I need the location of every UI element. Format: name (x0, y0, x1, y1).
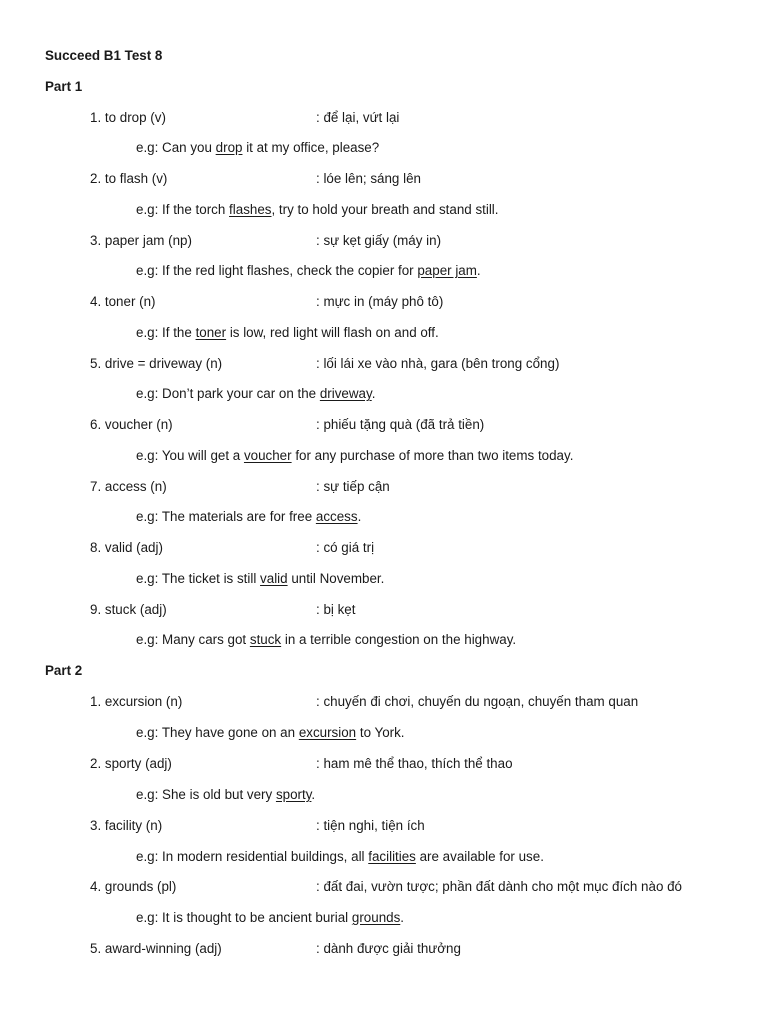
vocab-meaning: : lóe lên; sáng lên (316, 171, 421, 186)
vocab-example: e.g: In modern residential buildings, all facilities are available for use. (136, 849, 544, 864)
vocab-term: 2. to flash (v) (90, 171, 168, 186)
vocab-term: 5. drive = driveway (n) (90, 356, 223, 371)
vocab-term: 2. sporty (adj) (90, 756, 172, 771)
example-keyword: access (315, 509, 358, 524)
example-keyword: excursion (298, 725, 357, 740)
vocab-term: 3. facility (n) (90, 818, 163, 833)
vocab-meaning: : bị kẹt (316, 602, 356, 617)
vocab-term: 1. excursion (n) (90, 694, 183, 709)
example-keyword: paper jam (417, 263, 477, 278)
vocab-term: 1. to drop (v) (90, 110, 166, 125)
vocab-meaning: : ham mê thể thao, thích thể thao (316, 756, 513, 771)
example-keyword: driveway (319, 386, 372, 401)
vocab-meaning: : sự kẹt giấy (máy in) (316, 233, 442, 248)
vocab-example: e.g: Can you drop it at my office, please? (136, 140, 380, 155)
vocab-example: e.g: You will get a voucher for any purchase of more than two items today. (136, 448, 574, 463)
vocab-meaning: : sự tiếp cận (316, 479, 390, 494)
vocab-meaning: : tiện nghi, tiện ích (316, 818, 425, 833)
vocab-meaning: : lối lái xe vào nhà, gara (bên trong cổng) (316, 356, 560, 371)
vocab-example: e.g: The materials are for free access. (136, 509, 362, 524)
part-1-heading: Part 1 (45, 79, 83, 94)
vocab-example: e.g: She is old but very sporty. (136, 787, 316, 802)
example-keyword: flashes (229, 202, 272, 217)
vocab-term: 5. award-winning (adj) (90, 941, 222, 956)
vocab-term: 9. stuck (adj) (90, 602, 167, 617)
vocab-example: e.g: If the torch flashes, try to hold your breath and stand still. (136, 202, 499, 217)
vocab-meaning: : dành được giải thưởng (316, 941, 461, 956)
example-keyword: stuck (249, 632, 282, 647)
vocab-term: 6. voucher (n) (90, 417, 173, 432)
example-keyword: drop (215, 140, 243, 155)
vocab-meaning: : chuyến đi chơi, chuyến du ngoạn, chuyến tham quan (316, 694, 639, 709)
vocab-term: 4. grounds (pl) (90, 879, 177, 894)
vocab-example: e.g: The ticket is still valid until November. (136, 571, 385, 586)
vocab-meaning: : mực in (máy phô tô) (316, 294, 444, 309)
vocab-example: e.g: They have gone on an excursion to York. (136, 725, 405, 740)
example-keyword: grounds (351, 910, 401, 925)
vocab-example: e.g: If the toner is low, red light will flash on and off. (136, 325, 439, 340)
vocab-example: e.g: Many cars got stuck in a terrible congestion on the highway. (136, 632, 517, 647)
vocab-term: 3. paper jam (np) (90, 233, 192, 248)
example-keyword: facilities (368, 849, 416, 864)
vocab-meaning: : phiếu tặng quà (đã trả tiền) (316, 417, 485, 432)
vocab-meaning: : có giá trị (316, 540, 375, 555)
part-2-heading: Part 2 (45, 663, 83, 678)
example-keyword: sporty (275, 787, 312, 802)
vocab-meaning: : để lại, vứt lại (316, 110, 400, 125)
document-title: Succeed B1 Test 8 (45, 48, 163, 63)
vocab-example: e.g: It is thought to be ancient burial grounds. (136, 910, 405, 925)
vocab-meaning: : đất đai, vườn tược; phần đất dành cho một mục đích nào đó (316, 879, 683, 894)
example-keyword: valid (260, 571, 288, 586)
vocab-example: e.g: Don’t park your car on the driveway. (136, 386, 376, 401)
vocab-term: 7. access (n) (90, 479, 167, 494)
example-keyword: toner (195, 325, 227, 340)
vocab-term: 4. toner (n) (90, 294, 156, 309)
vocab-example: e.g: If the red light flashes, check the copier for paper jam. (136, 263, 481, 278)
example-keyword: voucher (243, 448, 292, 463)
vocab-term: 8. valid (adj) (90, 540, 163, 555)
